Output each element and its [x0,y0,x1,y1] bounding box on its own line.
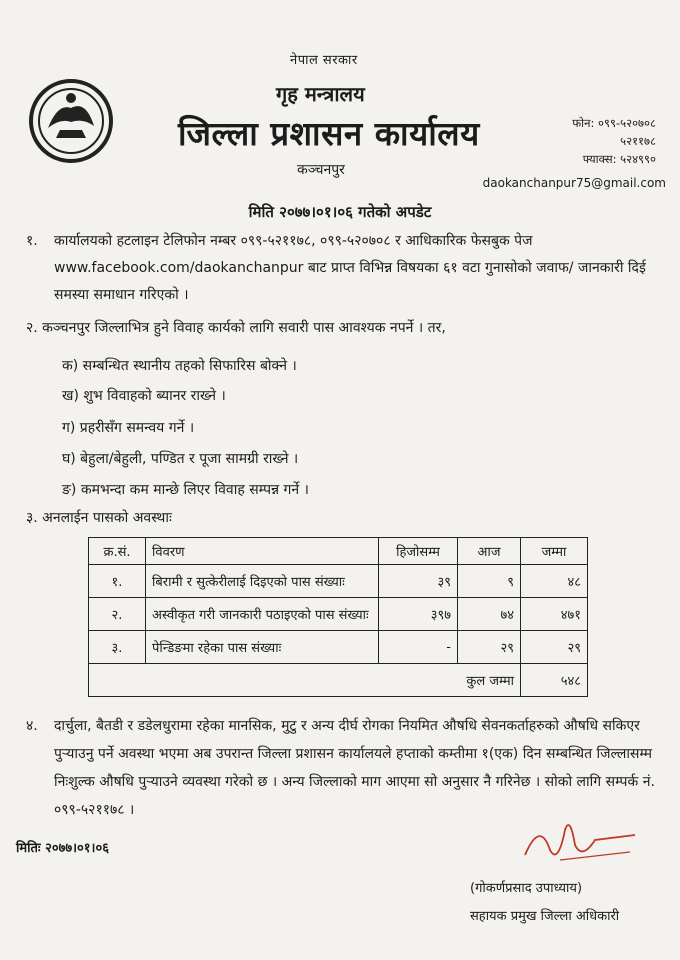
table-header: आज [458,538,521,565]
point-2-item: ङ) कमभन्दा कम मान्छे लिएर विवाह सम्पन्न गर्ने । [62,482,309,498]
update-title: मिति २०७७।०१।०६ गतेको अपडेट [248,203,432,221]
total-label: कुल जम्मा [89,664,521,697]
table-cell: अस्वीकृत गरी जानकारी पठाइएको पास संख्याः [146,598,379,631]
signature-mark [520,810,640,870]
table-cell: बिरामी र सुत्केरीलाई दिइएको पास संख्याः [146,565,379,598]
office-email: daokanchanpur75@gmail.com [482,176,666,190]
table-cell: ४७१ [521,598,588,631]
phone-number: फोन: ०९९-५२०७०८ [572,116,656,130]
total-value: ५४८ [521,664,588,697]
table-cell: ३९७ [379,598,458,631]
point-1-text: कार्यालयको हटलाइन टेलिफोन नम्बर ०९९-५२११७८, ०९९-५२०७०८ र आधिकारिक फेसबुक पेज www.facebook.com/daokanchanpur बाट प्राप्त विभिन्न विषयका ६१ वटा गुनासोको जवाफ/ जानकारी दिई समस्या समाधान गरिएको । [54,233,646,303]
table-cell: ३९ [379,565,458,598]
point-2-text: २. कञ्चनपुर जिल्लाभित्र हुने विवाह कार्यको लागि सवारी पास आवश्यक नपर्ने । तर, [26,320,446,336]
table-total-row [89,664,588,697]
table-cell: १. [89,565,146,598]
office-location: कञ्चनपुर [297,162,345,178]
table-row [89,565,588,598]
table-row [89,631,588,664]
point-4-text: दार्चुला, बैतडी र डडेलधुरामा रहेका मानसिक, मुटु र अन्य दीर्घ रोगका नियमित औषधि सेवनकर्ताहरुको औषधि सकिएर पुऱ्याउनु पर्ने अवस्था भएमा अब उपरान्त जिल्ला प्रशासन कार्यालयले हप्ताको कम्तीमा १(एक) दिन सम्बन्धित जिल्लासम्म निःशुल्क औषधि पुऱ्याउने व्यवस्था गरेको छ । अन्य जिल्लाको माग आएमा सो अनुसार नै गरिनेछ । सोको लागि सम्पर्क नं. ०९९-५२११७८ । [54,718,655,818]
ministry-name: गृह मन्त्रालय [276,82,365,106]
point-2-item: घ) बेहुला/बेहुली, पण्डित र पूजा सामग्री राख्ने । [62,451,299,467]
point-2-item: ग) प्रहरीसँग समन्वय गर्ने । [62,420,195,436]
table-header: जम्मा [521,538,588,565]
table-cell: २९ [458,631,521,664]
footer-date: मितिः २०७७।०१।०६ [16,841,110,856]
table-header: क्र.सं. [89,538,146,565]
table-cell: ४८ [521,565,588,598]
point-1-number: १. [26,233,38,249]
table-cell: ७४ [458,598,521,631]
table-cell: ९ [458,565,521,598]
table-header: विवरण [146,538,379,565]
fax-number: फ्याक्स: ५२४९९० [582,152,656,166]
point-4-number: ४. [26,718,38,734]
table-cell: २९ [521,631,588,664]
table-cell: पेन्डिङमा रहेका पास संख्याः [146,631,379,664]
pass-status-table [88,537,588,697]
point-2-item: क) सम्बन्धित स्थानीय तहको सिफारिस बोक्ने । [62,358,297,374]
table-cell: ३. [89,631,146,664]
point-2-item: ख) शुभ विवाहको ब्यानर राख्ने । [62,388,226,404]
nepal-emblem-icon [28,78,114,164]
point-3-text: ३. अनलाईन पासको अवस्थाः [26,510,172,526]
table-header-row [89,538,588,565]
office-title: जिल्ला प्रशासन कार्यालय [178,114,480,153]
table-header: हिजोसम्म [379,538,458,565]
table-cell: - [379,631,458,664]
table-cell: २. [89,598,146,631]
government-name: नेपाल सरकार [290,53,358,68]
point-1 [16,228,666,309]
signer-title: सहायक प्रमुख जिल्ला अधिकारी [470,909,620,924]
table-row [89,598,588,631]
phone-number-2: ५२११७८ [620,134,656,148]
signer-name: (गोकर्णप्रसाद उपाध्याय) [470,881,583,896]
point-4 [16,712,668,824]
